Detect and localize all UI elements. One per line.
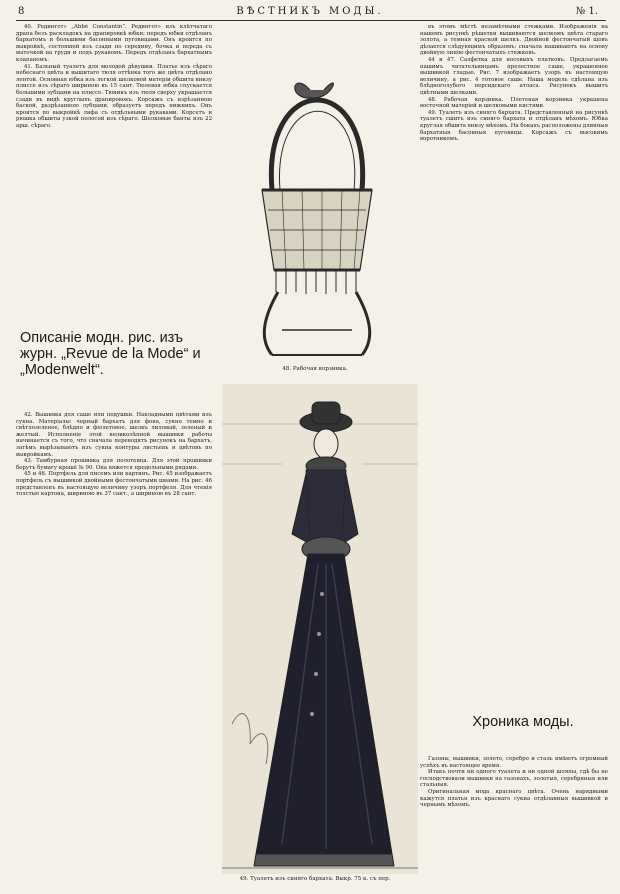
header-rule [16,20,606,21]
paragraph: 43. Тамбурная прошивка для полотенца. Для этой прошивки берутъ бумагу крошё № 90. Она вяжется продольными рядами. [16,458,212,471]
section-title-chronicle: Хроника моды. [472,714,574,730]
figure-49-caption: 49. Туалетъ изъ синяго бархата. Выкр. 75 к. съ пер. [239,876,391,882]
paragraph: Итакъ почти ни одного туалета и ни одной шляпы, гдѣ бы не господствовали вышивки на газонахъ, золотыя, серебряныя или стальныя. [420,769,608,789]
paragraph: 44 и 47. Салфетка для носовыхъ платковъ. Предлагаемъ нашимъ читательницамъ прелестное саше, украшенное вышивкой гладью. Рис. 7 изображаетъ узоръ въ настоящую величину, а рис. 4 готовое саше. Наша модель сдѣлана изъ блѣдноголубого персидскаго атласа. Рисунокъ вышитъ цвѣтными шелками. [420,56,608,96]
paragraph: 48. Рабочая корзинка. Плетеная корзинка украшена восточной матеріей и шелковыми кистями. [420,96,608,110]
page-number: 8 [18,6,25,17]
paragraph: 40. Редингот» „Abbé Constantin“. Редингот» изъ клѣтчатаго драпа безъ раскладокъ на драпировкѣ юбки; передъ юбки отдѣланъ бархатомъ и большими басонными пуговицами. Онъ кроится по выкройкѣ, состоящей изъ сзади по середину, бочка и переда съ выточкой на груди и подъ рукавомъ. Передъ отдѣланъ бархатнымъ клапаномъ. [16,24,212,63]
section-title-description: Описаніе модн. рис. изъ журн. „Revue de la Mode“ и „Modenwelt“. [20,330,201,378]
right-column-lower [420,756,608,890]
paragraph: 41. Бальный туалетъ для молодой дѣвушки. Платье изъ сѣраго небеснаго цвѣта и вышитаго тюля оттѣнка того же цвѣта отдѣлано лентой. Основная юбка изъ легкой шелковой матеріи обшита внизу плиссе изъ сѣраго шириною въ 15 сант. Тюлевая юбка спускается большими зубцами на плиссе. Тюникъ изъ тюля сверху украшается сзади въ видѣ круглыхъ драпировокъ. Корсажъ съ изрѣзанною баской, разрѣзанною лубцами, образуетъ передъ нижнихъ. Онъ кроится по выкройкѣ лифа съ отдѣльными рукавами. Корсетъ и рюшка обшиты узкой полосой изъ сѣраго. Шелковые банты изъ 22 арш. сѣраго. [16,63,212,129]
left-column-upper [16,24,212,330]
paragraph: Оригинальная мода краснаго цвѣта. Очень нарядными кажутся платья изъ краснаго сукна отдѣланныя вышивкой и чернымъ мѣхомъ. [420,788,608,809]
paragraph: Газоны, вышивки, золото, серебро и сталь имѣютъ огромный успѣхъ въ настоящее время. [420,756,608,769]
issue-number: № 1. [575,6,598,17]
left-column-lower [16,412,212,890]
journal-title: ВѢСТНИКЪ МОДЫ. [236,6,384,17]
paragraph: 49. Туалетъ изъ синяго бархата. Представленный на рисункѣ туалетъ сшитъ изъ синяго бархата и отдѣланъ мѣхомъ. Юбка круглая обшита внизу мѣхомъ. На бокахъ расположены длинныя бархатныя басонныя пуговицы. Корсажъ съ высокимъ воротникомъ. [420,109,608,143]
figure-48-caption: 48. Рабочая корзинка. [282,366,348,372]
paragraph: 45 и 46. Портфель для писемъ или картинъ. Рис. 45 изображаетъ портфель съ вышивкой двойными фестончатыми швами. На рис. 46 представленъ въ настоящую величину узоръ портфеля. Для чтенія толстые картона, шириною въ 37 сант., а шириною въ 28 сант. [16,471,212,498]
velvet-dress-illustration [222,384,418,874]
paragraph: въ этомъ мѣстѣ незамѣтными стежками. Изображенія на нашемъ рисункѣ рѣшетки вышиваются шелкомъ цвѣта стараго золота, а темная красной шелкъ. Двойной фестончатый шовъ дѣлается слѣдующимъ образомъ: сначала нашиваютъ на основу двойную линію фестончатыхъ стежковъ. [420,24,608,57]
work-basket-illustration [232,30,402,362]
paragraph: 42. Вышивка для саше или подушки. Накладными цвѣтами изъ сукна. Матеріалы: черный бархатъ для фона, сукно темно и свѣтлозеленое, блѣдно и фіолетовое, шелкъ лиловый, зеленый и желтый. Исполненіе этой великолѣпной вышивки работы начинается съ того, что сначала переводятъ рисунокъ на бархатъ, затѣмъ вырѣзываютъ изъ сукна контуры листьевъ и цвѣтовъ по выкройкамъ. [16,412,212,458]
right-column [420,24,608,688]
